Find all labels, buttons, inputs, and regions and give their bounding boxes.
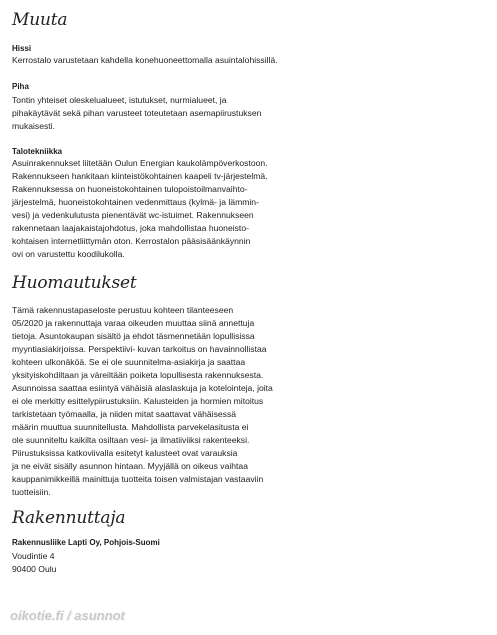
paragraph-line: Tämä rakennustapaseloste perustuu kohteen tilanteeseen [12, 305, 234, 315]
paragraph-line: Asunnoissa saattaa esiintyä vähäisiä alaslaskuja ja kotelointeja, joita [12, 383, 273, 393]
paragraph-line: kauppanimikkeillä mainittuja tuotteita toisen valmistajan vastaaviin [12, 474, 264, 484]
paragraph-line: ovi on varustettu koodilukolla. [12, 249, 125, 259]
paragraph-line: määrin muuttua suunnitellusta. Mahdollista parvekelasitusta ei [12, 422, 249, 432]
paragraph-line: pihakäytävät sekä pihan varusteet toteutetaan asemapiirustuksen [12, 108, 262, 118]
paragraph-line: rakennetaan laajakaistajohdotus, joka mahdollistaa huoneisto- [12, 223, 249, 233]
subheading-hissi: Hissi [12, 44, 32, 53]
paragraph-line: kohtaisen internetliittymän oton. Kerrostalon pääsisäänkäynnin [12, 236, 251, 246]
paragraph-line: Tontin yhteiset oleskelualueet, istutukset, nurmialueet, ja [12, 95, 227, 105]
paragraph-line: ole suunniteltu kaikilta osiltaan vesi- ja ilmatiiviiksi rakenteeksi. [12, 435, 250, 445]
developer-street-address: Voudintie 4 [12, 551, 55, 561]
paragraph-line: Asuinrakennukset liitetään Oulun Energian kaukolämpöverkostoon. [12, 158, 268, 168]
subheading-piha: Piha [12, 82, 29, 91]
paragraph-line: tarkistetaan työmaalla, ja niiden mitat saattavat vähäisessä [12, 409, 237, 419]
paragraph-line: järjestelmä, huoneistokohtainen vedenmittaus (kylmä- ja lämmin- [12, 197, 259, 207]
paragraph-line: tuotteisiin. [12, 487, 51, 497]
section-heading-huomautukset: Huomautukset [12, 273, 137, 293]
paragraph-line: kohteen ulkonäköä. Se ei ole suunnitelma-asiakirja ja saattaa [12, 357, 246, 367]
subheading-talotekniikka: Talotekniikka [12, 147, 63, 156]
section-heading-rakennuttaja: Rakennuttaja [12, 508, 126, 528]
paragraph-line: mukaisesti. [12, 121, 55, 131]
paragraph-line: 05/2020 ja rakennuttaja varaa oikeuden muuttaa siinä annettuja [12, 318, 255, 328]
paragraph-line: ei ole merkitty esittelypiirustuksiin. Kalusteiden ja hormien mitoitus [12, 396, 264, 406]
paragraph-line: tietoja. Asuntokaupan sisältö ja ehdot täsmennetään lopullisissa [12, 331, 255, 341]
paragraph-line: Kerrostalo varustetaan kahdella konehuoneettomalla asuintalohissillä. [12, 55, 278, 65]
paragraph-line: myyntiasiakirjoissa. Perspektiivi- kuvan tarkoitus on havainnollistaa [12, 344, 267, 354]
oikotie-watermark: oikotie.fi / asunnot [10, 608, 125, 623]
paragraph-line: Rakennuksessa on huoneistokohtainen tulopoistoilmanvaihto- [12, 184, 248, 194]
developer-postal-address: 90400 Oulu [12, 564, 57, 574]
paragraph-line: yksityiskohdiltaan ja väreiltään poiketa lopullisesta rakennuksesta. [12, 370, 264, 380]
paragraph-line: vesi) ja vedenkulutusta pienentävät wc-istuimet. Rakennukseen [12, 210, 254, 220]
paragraph-line: ja ne eivät sisälly asunnon hintaan. Myyjällä on oikeus vaihtaa [12, 461, 248, 471]
section-heading-muuta: Muuta [12, 10, 68, 30]
developer-company-name: Rakennusliike Lapti Oy, Pohjois-Suomi [12, 538, 160, 547]
paragraph-line: Piirustuksissa katkoviivalla esitetyt kalusteet ovat varauksia [12, 448, 238, 458]
paragraph-line: Rakennukseen hankitaan kiinteistökohtainen kaapeli tv-järjestelmä. [12, 171, 268, 181]
